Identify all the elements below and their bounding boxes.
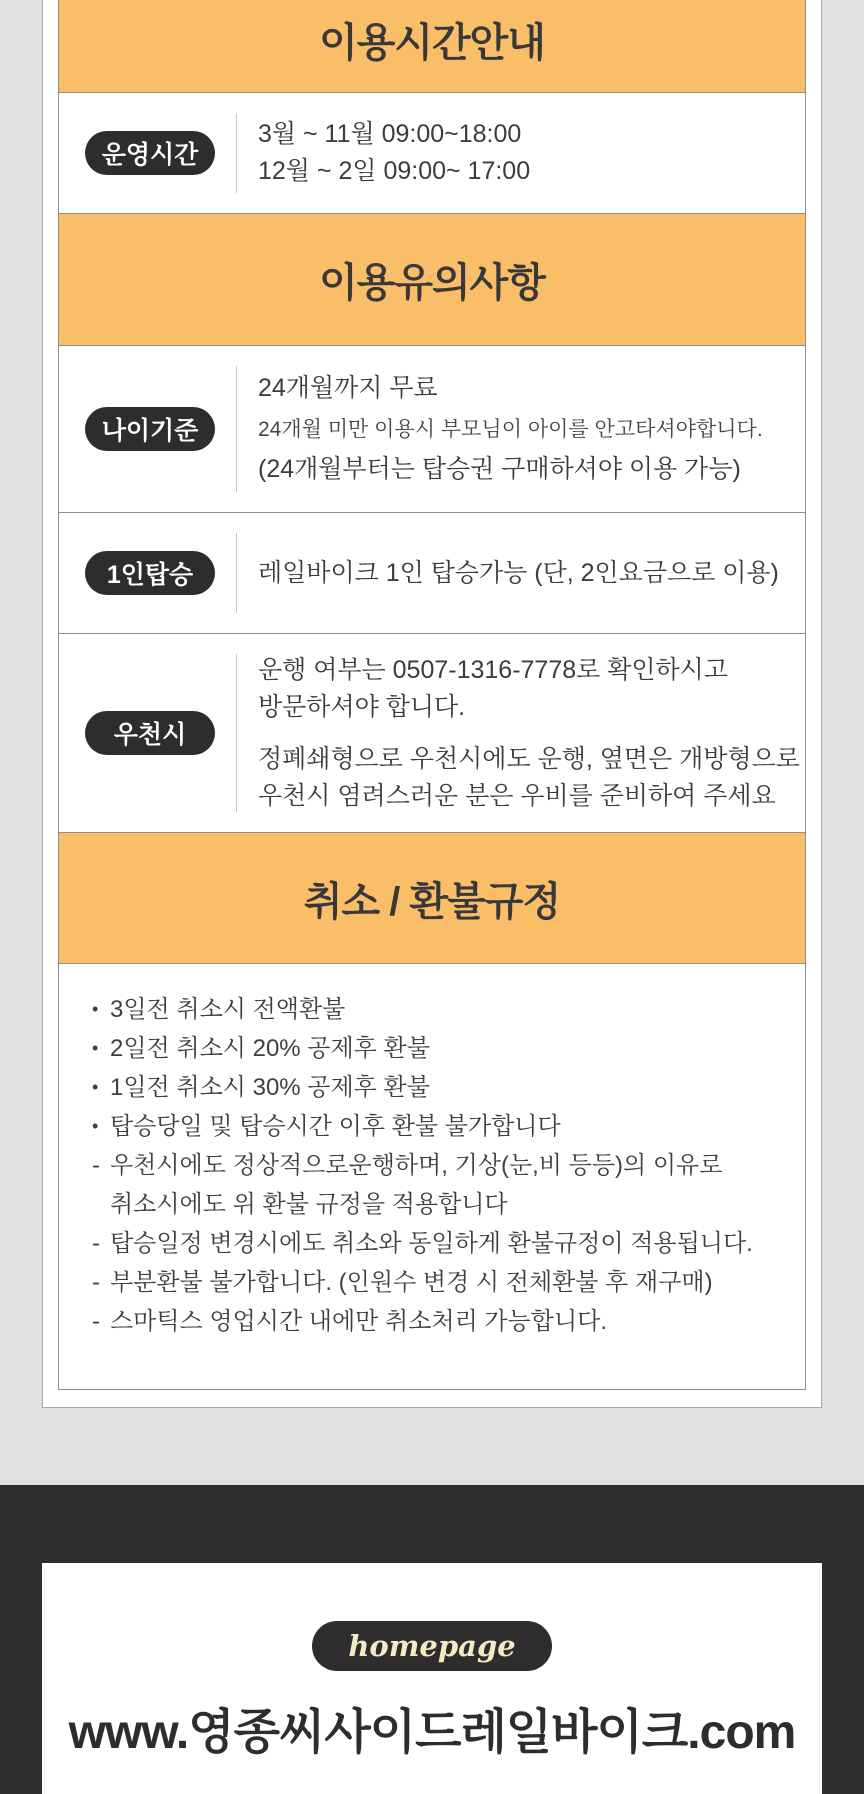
dash-marker: -	[92, 1269, 100, 1296]
list-item	[92, 1224, 785, 1263]
age-criteria-text	[258, 370, 763, 488]
list-item-text: 1일전 취소시 30% 공제후 환불	[110, 1074, 430, 1101]
bullet-marker: •	[92, 1116, 99, 1136]
list-item-text: 2일전 취소시 20% 공제후 환불	[110, 1035, 430, 1062]
notice-card	[42, 0, 822, 1408]
list-item-text: 3일전 취소시 전액환불	[110, 996, 346, 1023]
list-item-text: 탑승당일 및 탑승시간 이후 환불 불가합니다	[110, 1113, 561, 1140]
hours-line-1: 3월 ~ 11월 09:00~18:00	[258, 120, 522, 148]
single-rider-text: 레일바이크 1인 탑승가능 (단, 2인요금으로 이용)	[258, 558, 779, 587]
divider	[236, 366, 237, 492]
divider	[236, 113, 237, 193]
divider	[236, 533, 237, 613]
dash-marker: -	[92, 1152, 100, 1179]
row-rainy-day	[59, 634, 805, 833]
rain-para2-line1: 정폐쇄형으로 우천시에도 운행, 옆면은 개방형으로	[258, 744, 800, 773]
dash-marker: -	[92, 1308, 100, 1335]
age-criteria-badge: 나이기준	[85, 407, 215, 451]
rain-para2-line2: 우천시 염려스러운 분은 우비를 준비하여 주세요	[258, 781, 776, 810]
list-item	[92, 1263, 785, 1302]
refund-rules-list	[59, 964, 805, 1341]
list-item	[92, 1068, 785, 1107]
age-line-1: 24개월까지 무료	[258, 374, 438, 402]
age-line-2: 24개월 미만 이용시 부모님이 아이를 안고타셔야합니다.	[258, 418, 763, 441]
section-gap	[0, 1408, 864, 1485]
list-item	[92, 1302, 785, 1341]
age-line-3: (24개월부터는 탑승권 구매하셔야 이용 가능)	[258, 455, 741, 483]
section-header-notice	[59, 214, 805, 346]
rainy-day-text	[258, 652, 800, 815]
list-item	[92, 1107, 785, 1146]
list-item	[92, 990, 785, 1029]
hours-title: 이용시간안내	[319, 20, 545, 65]
list-item-text: 탑승일정 변경시에도 취소와 동일하게 환불규정이 적용됩니다.	[110, 1230, 753, 1257]
homepage-badge: homepage	[312, 1621, 552, 1671]
list-item	[92, 1029, 785, 1068]
hours-line-2: 12월 ~ 2일 09:00~ 17:00	[258, 157, 531, 185]
footer-band	[0, 1485, 864, 1794]
section-header-hours	[59, 0, 805, 93]
notice-inner-box	[58, 0, 806, 1390]
rainy-day-badge: 우천시	[85, 711, 215, 755]
list-item-line2: 취소시에도 위 환불 규정을 적용합니다	[110, 1191, 508, 1218]
row-age-criteria	[59, 346, 805, 513]
row-single-rider	[59, 513, 805, 634]
notice-title: 이용유의사항	[319, 261, 545, 305]
list-item-text: 부분환불 불가합니다. (인원수 변경 시 전체환불 후 재구매)	[110, 1269, 713, 1296]
row-operating-hours	[59, 93, 805, 214]
bullet-marker: •	[92, 1038, 99, 1058]
list-item	[92, 1146, 785, 1224]
bullet-marker: •	[92, 999, 99, 1019]
footer-card	[42, 1563, 822, 1794]
homepage-url: www.영종씨사이드레일바이크.com	[68, 1706, 796, 1759]
bullet-marker: •	[92, 1077, 99, 1097]
refund-title: 취소 / 환불규정	[303, 879, 561, 924]
divider	[236, 654, 237, 812]
list-item-text: 스마틱스 영업시간 내에만 취소처리 가능합니다.	[110, 1308, 608, 1335]
list-item-line1: 우천시에도 정상적으로운행하며, 기상(눈,비 등등)의 이유로	[110, 1152, 723, 1179]
rain-para1-line1: 운행 여부는 0507-1316-7778로 확인하시고	[258, 655, 728, 684]
section-header-refund	[59, 833, 805, 964]
operating-hours-badge: 운영시간	[85, 131, 215, 175]
dash-marker: -	[92, 1230, 100, 1257]
operating-hours-text	[258, 116, 530, 190]
list-item-text	[110, 1146, 722, 1224]
rain-para1-line2: 방문하셔야 합니다.	[258, 692, 466, 721]
single-rider-badge: 1인탑승	[85, 551, 215, 595]
